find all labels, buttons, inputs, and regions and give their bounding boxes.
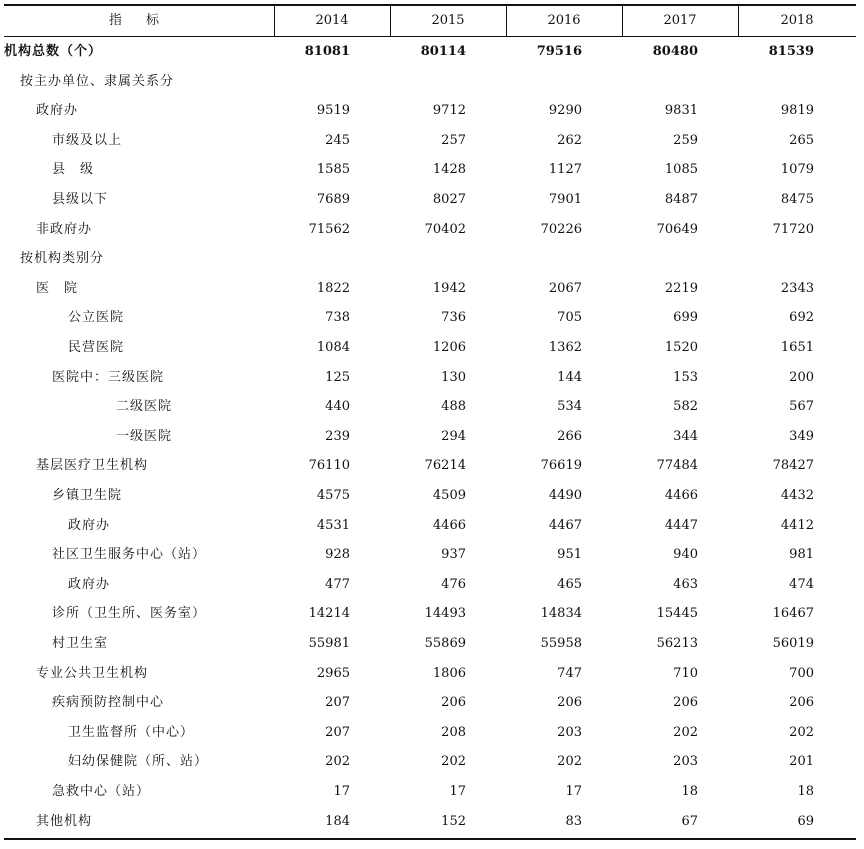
cell-2016: 4467 bbox=[548, 517, 582, 533]
row-label: 社区卫生服务中心（站） bbox=[52, 547, 207, 563]
cell-2015: 130 bbox=[441, 369, 466, 385]
cell-2016: 4490 bbox=[548, 488, 582, 503]
cell-2016: 2067 bbox=[548, 280, 582, 296]
cell-2018: 18 bbox=[797, 784, 814, 799]
cell-2016: 1127 bbox=[548, 162, 582, 178]
cell-2018: 201 bbox=[789, 754, 814, 770]
cell-2014: 81081 bbox=[304, 44, 350, 59]
table-row bbox=[4, 777, 856, 807]
cell-2018: 567 bbox=[789, 399, 814, 415]
row-label: 基层医疗卫生机构 bbox=[36, 458, 149, 474]
cell-2017: 259 bbox=[673, 132, 698, 148]
cell-2016: 17 bbox=[565, 784, 582, 799]
cell-2017: 344 bbox=[673, 428, 698, 444]
cell-2014: 125 bbox=[325, 369, 350, 385]
table-row bbox=[4, 451, 856, 481]
header-year-2014: 2014 bbox=[315, 13, 349, 28]
cell-2017: 67 bbox=[681, 813, 698, 829]
cell-2016: 70226 bbox=[540, 221, 582, 237]
row-label: 政府办 bbox=[36, 103, 79, 119]
cell-2016: 951 bbox=[557, 547, 582, 563]
cell-2014: 207 bbox=[325, 695, 350, 711]
header-year-2017: 2017 bbox=[663, 13, 697, 28]
table-row bbox=[4, 629, 856, 659]
cell-2017: 710 bbox=[673, 665, 698, 681]
cell-2015: 152 bbox=[441, 813, 466, 829]
row-label: 妇幼保健院（所、站） bbox=[68, 754, 209, 770]
cell-2018: 692 bbox=[789, 310, 814, 326]
cell-2014: 477 bbox=[325, 576, 350, 592]
cell-2014: 17 bbox=[333, 784, 350, 799]
cell-2018: 81539 bbox=[768, 44, 814, 59]
row-label: 二级医院 bbox=[116, 399, 173, 415]
cell-2017: 80480 bbox=[652, 44, 698, 59]
cell-2015: 4509 bbox=[432, 488, 466, 503]
cell-2015: 9712 bbox=[432, 103, 466, 119]
table-row bbox=[4, 481, 856, 511]
table-row bbox=[4, 718, 856, 748]
cell-2015: 80114 bbox=[420, 44, 466, 59]
table-row bbox=[4, 688, 856, 718]
table-row bbox=[4, 392, 856, 422]
cell-2014: 245 bbox=[325, 132, 350, 148]
cell-2015: 206 bbox=[441, 695, 466, 711]
cell-2017: 9831 bbox=[664, 103, 698, 119]
cell-2014: 2965 bbox=[316, 665, 350, 681]
cell-2018: 265 bbox=[789, 132, 814, 148]
row-label: 乡镇卫生院 bbox=[52, 488, 123, 503]
cell-2014: 440 bbox=[325, 399, 350, 415]
row-label: 机构总数（个） bbox=[4, 44, 103, 59]
cell-2016: 55958 bbox=[540, 636, 582, 651]
cell-2015: 488 bbox=[441, 399, 466, 415]
cell-2018: 1079 bbox=[780, 162, 814, 178]
table-row bbox=[4, 540, 856, 570]
cell-2018: 474 bbox=[789, 576, 814, 592]
row-label: 急救中心（站） bbox=[52, 784, 151, 799]
cell-2018: 2343 bbox=[780, 280, 814, 296]
cell-2017: 70649 bbox=[656, 221, 698, 237]
row-label: 县级以下 bbox=[52, 192, 109, 207]
cell-2014: 738 bbox=[325, 310, 350, 326]
cell-2018: 200 bbox=[789, 369, 814, 385]
cell-2016: 705 bbox=[557, 310, 582, 326]
cell-2018: 69 bbox=[797, 813, 814, 829]
row-label: 诊所（卫生所、医务室） bbox=[52, 606, 207, 622]
table-row bbox=[4, 363, 856, 393]
cell-2016: 534 bbox=[557, 399, 582, 415]
cell-2017: 153 bbox=[673, 369, 698, 385]
row-label: 医 院 bbox=[36, 280, 79, 296]
row-label: 民营医院 bbox=[68, 340, 125, 355]
cell-2015: 55869 bbox=[424, 636, 466, 651]
cell-2018: 9819 bbox=[780, 103, 814, 119]
cell-2015: 8027 bbox=[432, 192, 466, 207]
cell-2018: 700 bbox=[789, 665, 814, 681]
table-row bbox=[4, 807, 856, 837]
cell-2018: 8475 bbox=[780, 192, 814, 207]
row-label: 按主办单位、隶属关系分 bbox=[20, 73, 175, 89]
cell-2018: 4432 bbox=[780, 488, 814, 503]
row-label: 政府办 bbox=[68, 576, 111, 592]
cell-2015: 1428 bbox=[432, 162, 466, 178]
cell-2017: 1520 bbox=[664, 340, 698, 355]
cell-2016: 206 bbox=[557, 695, 582, 711]
cell-2015: 257 bbox=[441, 132, 466, 148]
table-row bbox=[4, 274, 856, 304]
cell-2017: 4447 bbox=[664, 517, 698, 533]
cell-2015: 70402 bbox=[424, 221, 466, 237]
cell-2014: 14214 bbox=[308, 606, 350, 622]
cell-2018: 206 bbox=[789, 695, 814, 711]
cell-2017: 940 bbox=[673, 547, 698, 563]
table-row bbox=[4, 185, 856, 215]
cell-2016: 747 bbox=[557, 665, 582, 681]
table-row bbox=[4, 333, 856, 363]
cell-2018: 1651 bbox=[780, 340, 814, 355]
cell-2015: 1942 bbox=[432, 280, 466, 296]
row-label: 其他机构 bbox=[36, 813, 93, 829]
cell-2016: 9290 bbox=[548, 103, 582, 119]
cell-2014: 4531 bbox=[316, 517, 350, 533]
cell-2015: 76214 bbox=[424, 458, 466, 474]
table-row bbox=[4, 747, 856, 777]
cell-2015: 14493 bbox=[424, 606, 466, 622]
cell-2016: 79516 bbox=[536, 44, 582, 59]
cell-2017: 699 bbox=[673, 310, 698, 326]
row-label: 市级及以上 bbox=[52, 132, 123, 148]
row-label: 疾病预防控制中心 bbox=[52, 695, 165, 711]
cell-2015: 294 bbox=[441, 428, 466, 444]
cell-2018: 349 bbox=[789, 428, 814, 444]
cell-2014: 1822 bbox=[316, 280, 350, 296]
cell-2016: 76619 bbox=[540, 458, 582, 474]
cell-2016: 266 bbox=[557, 428, 582, 444]
table-row bbox=[4, 570, 856, 600]
cell-2014: 1585 bbox=[316, 162, 350, 178]
cell-2014: 207 bbox=[325, 724, 350, 740]
cell-2014: 1084 bbox=[316, 340, 350, 355]
cell-2018: 981 bbox=[789, 547, 814, 563]
cell-2017: 2219 bbox=[664, 280, 698, 296]
cell-2017: 1085 bbox=[664, 162, 698, 178]
cell-2016: 202 bbox=[557, 754, 582, 770]
cell-2016: 83 bbox=[565, 813, 582, 829]
table-row bbox=[4, 244, 856, 274]
cell-2017: 15445 bbox=[656, 606, 698, 622]
cell-2017: 8487 bbox=[664, 192, 698, 207]
cell-2018: 16467 bbox=[772, 606, 814, 622]
table-row bbox=[4, 303, 856, 333]
cell-2018: 202 bbox=[789, 724, 814, 740]
cell-2014: 4575 bbox=[316, 488, 350, 503]
cell-2015: 476 bbox=[441, 576, 466, 592]
cell-2014: 55981 bbox=[308, 636, 350, 651]
cell-2014: 202 bbox=[325, 754, 350, 770]
row-label: 县 级 bbox=[52, 162, 95, 178]
cell-2017: 77484 bbox=[656, 458, 698, 474]
row-label: 专业公共卫生机构 bbox=[36, 665, 149, 681]
cell-2018: 56019 bbox=[772, 636, 814, 651]
cell-2016: 203 bbox=[557, 724, 582, 740]
cell-2015: 17 bbox=[449, 784, 466, 799]
table-row bbox=[4, 37, 856, 67]
row-label: 卫生监督所（中心） bbox=[68, 724, 195, 740]
cell-2017: 206 bbox=[673, 695, 698, 711]
cell-2017: 203 bbox=[673, 754, 698, 770]
cell-2017: 56213 bbox=[656, 636, 698, 651]
cell-2016: 7901 bbox=[548, 192, 582, 207]
cell-2017: 582 bbox=[673, 399, 698, 415]
row-label: 政府办 bbox=[68, 517, 111, 533]
header-indicator: 指 标 bbox=[108, 13, 170, 28]
cell-2015: 4466 bbox=[432, 517, 466, 533]
cell-2018: 78427 bbox=[772, 458, 814, 474]
cell-2016: 1362 bbox=[548, 340, 582, 355]
cell-2018: 4412 bbox=[780, 517, 814, 533]
table-row bbox=[4, 511, 856, 541]
table-row bbox=[4, 155, 856, 185]
table-row bbox=[4, 215, 856, 245]
cell-2017: 18 bbox=[681, 784, 698, 799]
cell-2014: 9519 bbox=[316, 103, 350, 119]
cell-2017: 202 bbox=[673, 724, 698, 740]
cell-2015: 202 bbox=[441, 754, 466, 770]
cell-2014: 76110 bbox=[308, 458, 350, 474]
cell-2014: 7689 bbox=[316, 192, 350, 207]
cell-2015: 937 bbox=[441, 547, 466, 563]
cell-2017: 4466 bbox=[664, 488, 698, 503]
row-label: 公立医院 bbox=[68, 310, 125, 326]
cell-2014: 239 bbox=[325, 428, 350, 444]
table-row bbox=[4, 67, 856, 97]
row-label: 一级医院 bbox=[116, 428, 173, 444]
row-label: 按机构类别分 bbox=[20, 251, 105, 267]
cell-2014: 71562 bbox=[308, 221, 350, 237]
table-row bbox=[4, 422, 856, 452]
cell-2016: 144 bbox=[557, 369, 582, 385]
cell-2016: 262 bbox=[557, 132, 582, 148]
table-row bbox=[4, 599, 856, 629]
cell-2016: 465 bbox=[557, 576, 582, 592]
table-row bbox=[4, 126, 856, 156]
cell-2015: 736 bbox=[441, 310, 466, 326]
cell-2015: 208 bbox=[441, 724, 466, 740]
cell-2014: 928 bbox=[325, 547, 350, 563]
header-year-2018: 2018 bbox=[780, 13, 814, 28]
table-row bbox=[4, 659, 856, 689]
cell-2016: 14834 bbox=[540, 606, 582, 622]
row-label: 非政府办 bbox=[36, 221, 93, 237]
cell-2015: 1206 bbox=[432, 340, 466, 355]
table-bottom-rule bbox=[4, 838, 856, 840]
cell-2018: 71720 bbox=[772, 221, 814, 237]
row-label: 村卫生室 bbox=[52, 636, 109, 651]
cell-2017: 463 bbox=[673, 576, 698, 592]
header-year-2016: 2016 bbox=[547, 13, 581, 28]
row-label: 医院中：三级医院 bbox=[52, 369, 165, 385]
table-row bbox=[4, 96, 856, 126]
cell-2014: 184 bbox=[325, 813, 350, 829]
header-year-2015: 2015 bbox=[431, 13, 465, 28]
cell-2015: 1806 bbox=[432, 665, 466, 681]
